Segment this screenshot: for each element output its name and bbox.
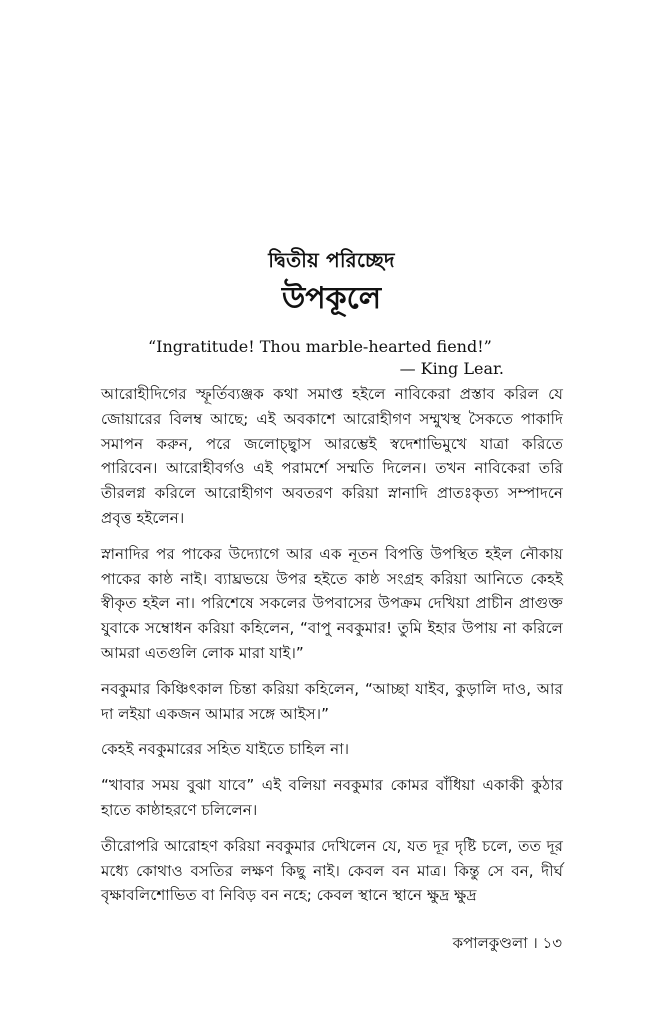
footer-separator: । (532, 934, 538, 952)
paragraph: স্নানাদির পর পাকের উদ্যোগে আর এক নূতন বিপত্তি উপস্থিত হইল নৌকায় পাকের কাষ্ঠ নাই। ব্যাঘ্রভয়ে উপর হইতে কাষ্ঠ সংগ্রহ করিয়া আনিতে কেহই স্বীকৃত হইল না। পরিশেষে সকলের উপবাসের উপক্রম দেখিয়া প্রাচীন প্রাগুক্ত যুবাকে সম্বোধন করিয়া কহিলেন, “বাপু নবকুমার! তুমি ইহার উপায় না করিলে আমরা এতগুলি লোক মারা যাই।” (101, 544, 563, 662)
epigraph-source: — King Lear. (399, 359, 504, 378)
epigraph-quote: “Ingratitude! Thou marble-hearted fiend!” (148, 337, 492, 356)
paragraph: তীরোপরি আরোহণ করিয়া নবকুমার দেখিলেন যে, যত দূর দৃষ্টি চলে, তত দূর মধ্যে কোথাও বসতির লক্ষণ কিছু নাই। কেবল বন মাত্র। কিন্তু সে বন, দীর্ঘ বৃক্ষাবলিশোভিত বা নিবিড় বন নহে; কেবল স্থানে স্থানে ক্ষুদ্র ক্ষুদ্র (101, 836, 563, 905)
paragraph: নবকুমার কিঞ্চিৎকাল চিন্তা করিয়া কহিলেন, “আচ্ছা যাইব, কুড়ালি দাও, আর দা লইয়া একজন আমার সঙ্গে আইস।” (101, 679, 563, 723)
epigraph (148, 336, 508, 380)
page-number: ১৩ (542, 934, 562, 952)
paragraph: কেহই নবকুমারের সহিত যাইতে চাহিল না। (101, 740, 350, 759)
chapter-title: উপকূলে (281, 281, 382, 316)
paragraph: “খাবার সময় বুঝা যাবে” এই বলিয়া নবকুমার কোমর বাঁধিয়া একাকী কুঠার হাতে কাষ্ঠাহরণে চলিলেন। (101, 776, 563, 819)
body-text (101, 382, 563, 919)
chapter-number: দ্বিতীয় পরিচ্ছেদ (268, 248, 395, 272)
page-footer (453, 932, 562, 957)
footer-book-title: কপালকুণ্ডলা (452, 934, 528, 952)
paragraph: আরোহীদিগের স্ফূর্তিব্যঞ্জক কথা সমাপ্ত হইলে নাবিকেরা প্রস্তাব করিল যে জোয়ারের বিলম্ব আছে; এই অবকাশে আরোহীগণ সম্মুখস্থ সৈকতে পাকাদি সমাপন করুন, পরে জলোচ্ছ্বাস আরম্ভেই স্বদেশাভিমুখে যাত্রা করিতে পারিবেন। আরোহীবর্গও এই পরামর্শে সম্মতি দিলেন। তখন নাবিকেরা তরি তীরলগ্ন করিলে আরোহীগণ অবতরণ করিয়া স্নানাদি প্রাতঃকৃত্য সম্পাদনে প্রবৃত্ত হইলেন। (101, 385, 563, 527)
